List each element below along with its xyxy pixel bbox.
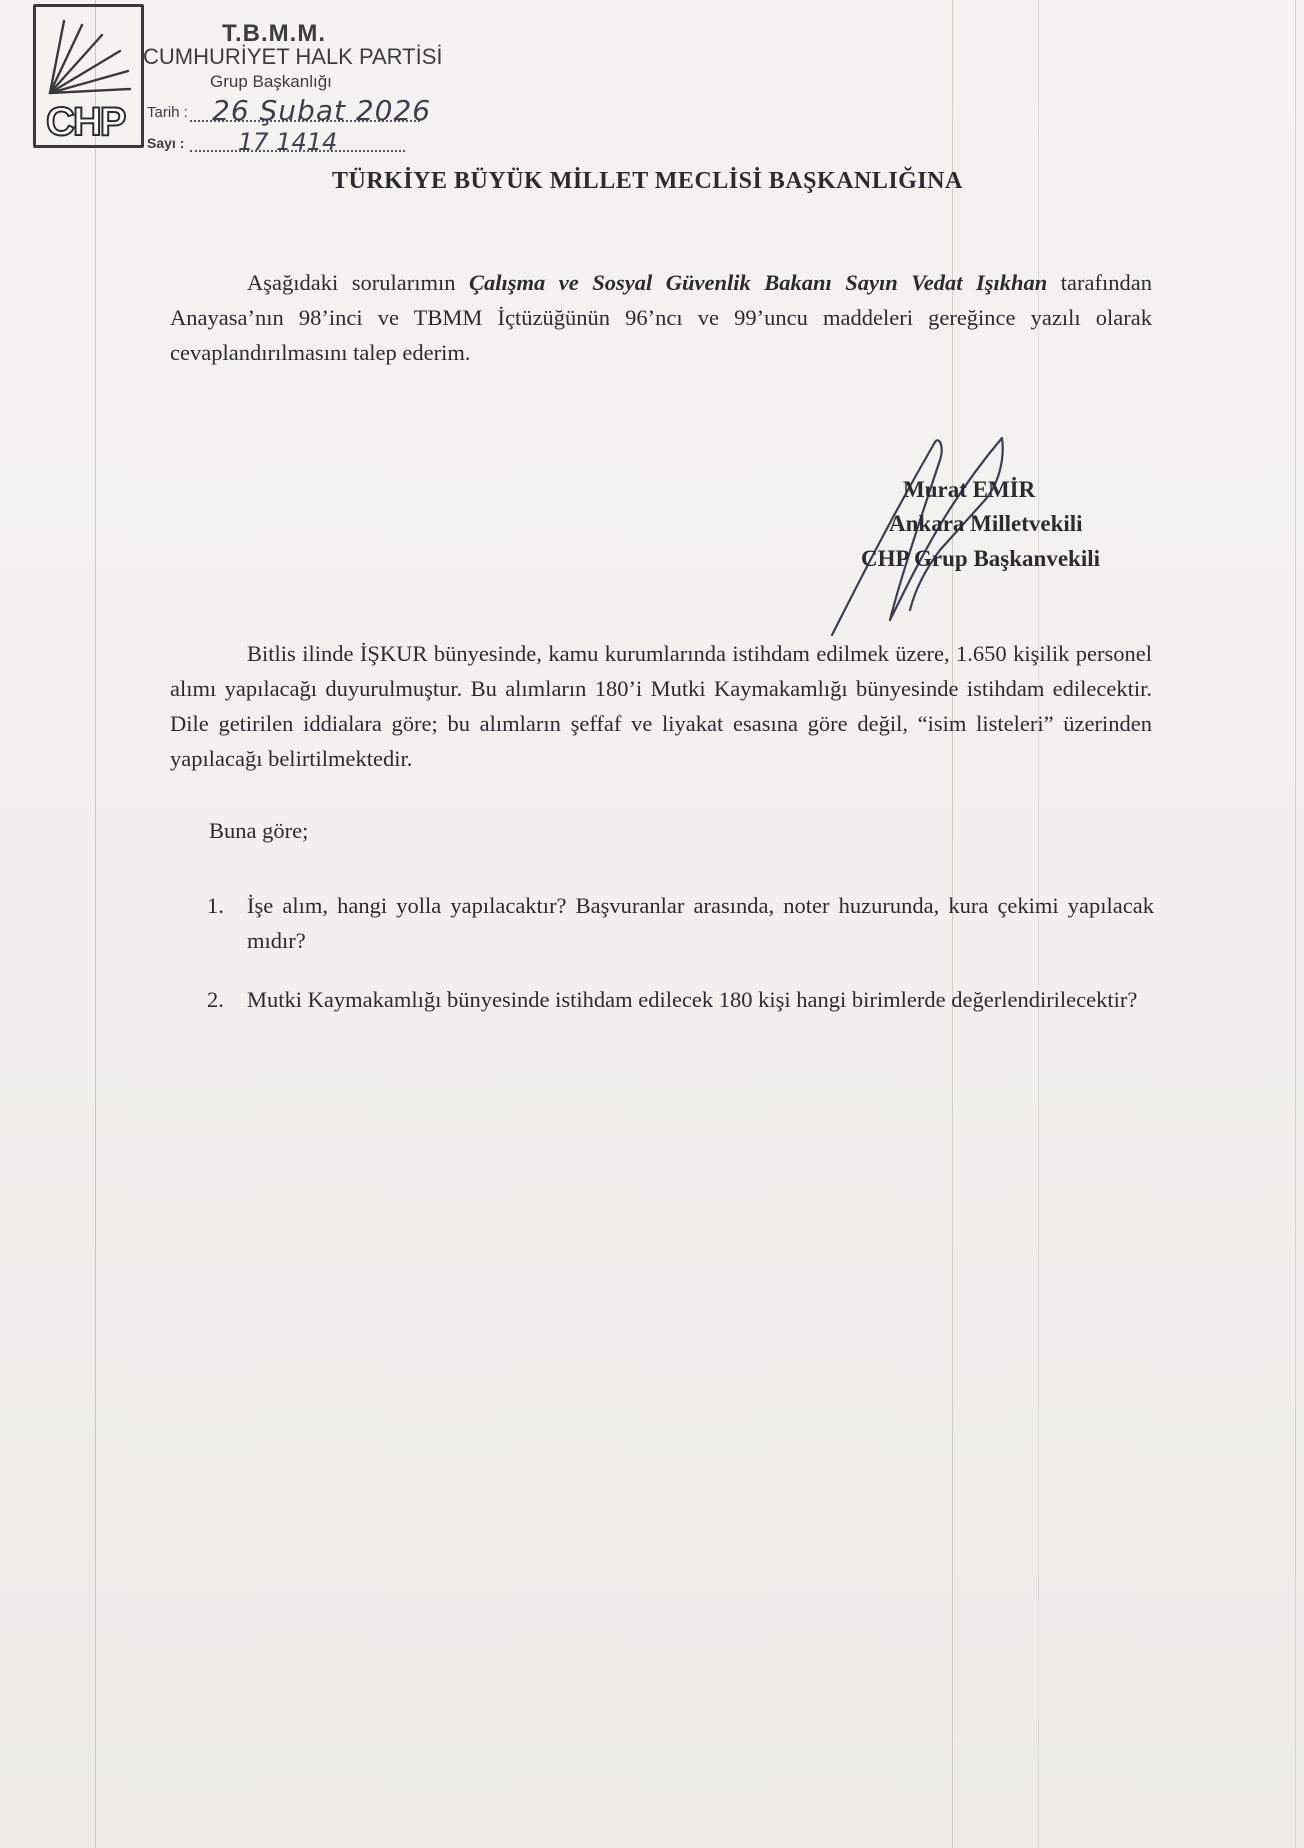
question-number: 2. xyxy=(207,987,224,1012)
document-title: TÜRKİYE BÜYÜK MİLLET MECLİSİ BAŞKANLIĞINA xyxy=(332,168,963,194)
intro-text-end: tarafından Anayasa’nın 98’inci ve TBMM İçtüzüğünün 96’ncı ve 99’uncu maddeleri gereğince yazılı olarak cevaplandırılmasını talep ederim. xyxy=(170,270,1152,365)
questions-lead-in: Buna göre; xyxy=(209,818,309,843)
stamp-institution: T.B.M.M. xyxy=(222,20,326,47)
question-item xyxy=(207,888,1154,958)
stamp-number-value: 17 1414 xyxy=(238,128,338,156)
question-text: Mutki Kaymakamlığı bünyesinde istihdam edilecek 180 kişi hangi birimlerde değerlendirilecektir? xyxy=(247,987,1138,1012)
signature-icon xyxy=(820,430,1020,650)
question-text: İşe alım, hangi yolla yapılacaktır? Başvuranlar arasında, noter huzurunda, kura çekimi yapılacak mıdır? xyxy=(247,893,1154,953)
question-number: 1. xyxy=(207,893,224,918)
intro-text-start: Aşağıdaki sorularımın xyxy=(247,270,469,295)
signatory-title: Ankara Milletvekili xyxy=(889,511,1083,536)
body-paragraph xyxy=(170,636,1152,776)
stamp-group-name: Grup Başkanlığı xyxy=(210,72,332,91)
stamp-date-label: Tarih : xyxy=(147,104,188,121)
chp-logo-text: CHP xyxy=(46,100,125,144)
paper-fold-left xyxy=(95,0,96,1848)
chp-stamp-logo xyxy=(33,4,144,148)
body-text: Bitlis ilinde İŞKUR bünyesinde, kamu kurumlarında istihdam edilmek üzere, 1.650 kişilik personel alımı yapılacağı duyurulmuştur. Bu alımların 180’i Mutki Kaymakamlığı bünyesinde istihdam edilecektir. Dile getirilen iddialara göre; bu alımların şeffaf ve liyakat esasına göre değil, “isim listeleri” üzerinden yapılacağı belirtilmektedir. xyxy=(170,641,1152,771)
question-item xyxy=(207,982,1154,1017)
signatory-name: Murat EMİR xyxy=(903,477,1036,502)
paper-edge-right xyxy=(1295,0,1296,1848)
minister-name: Çalışma ve Sosyal Güvenlik Bakanı Sayın Vedat Işıkhan xyxy=(468,270,1048,295)
stamp-number-label: Sayı : xyxy=(147,135,185,151)
stamp-party-name: CUMHURİYET HALK PARTİSİ xyxy=(143,44,443,69)
intro-paragraph xyxy=(170,265,1152,370)
stamp-date-value: 26 Şubat 2026 xyxy=(212,94,432,127)
chp-six-arrows-icon xyxy=(42,15,134,101)
signatory-role: CHP Grup Başkanvekili xyxy=(861,546,1101,571)
